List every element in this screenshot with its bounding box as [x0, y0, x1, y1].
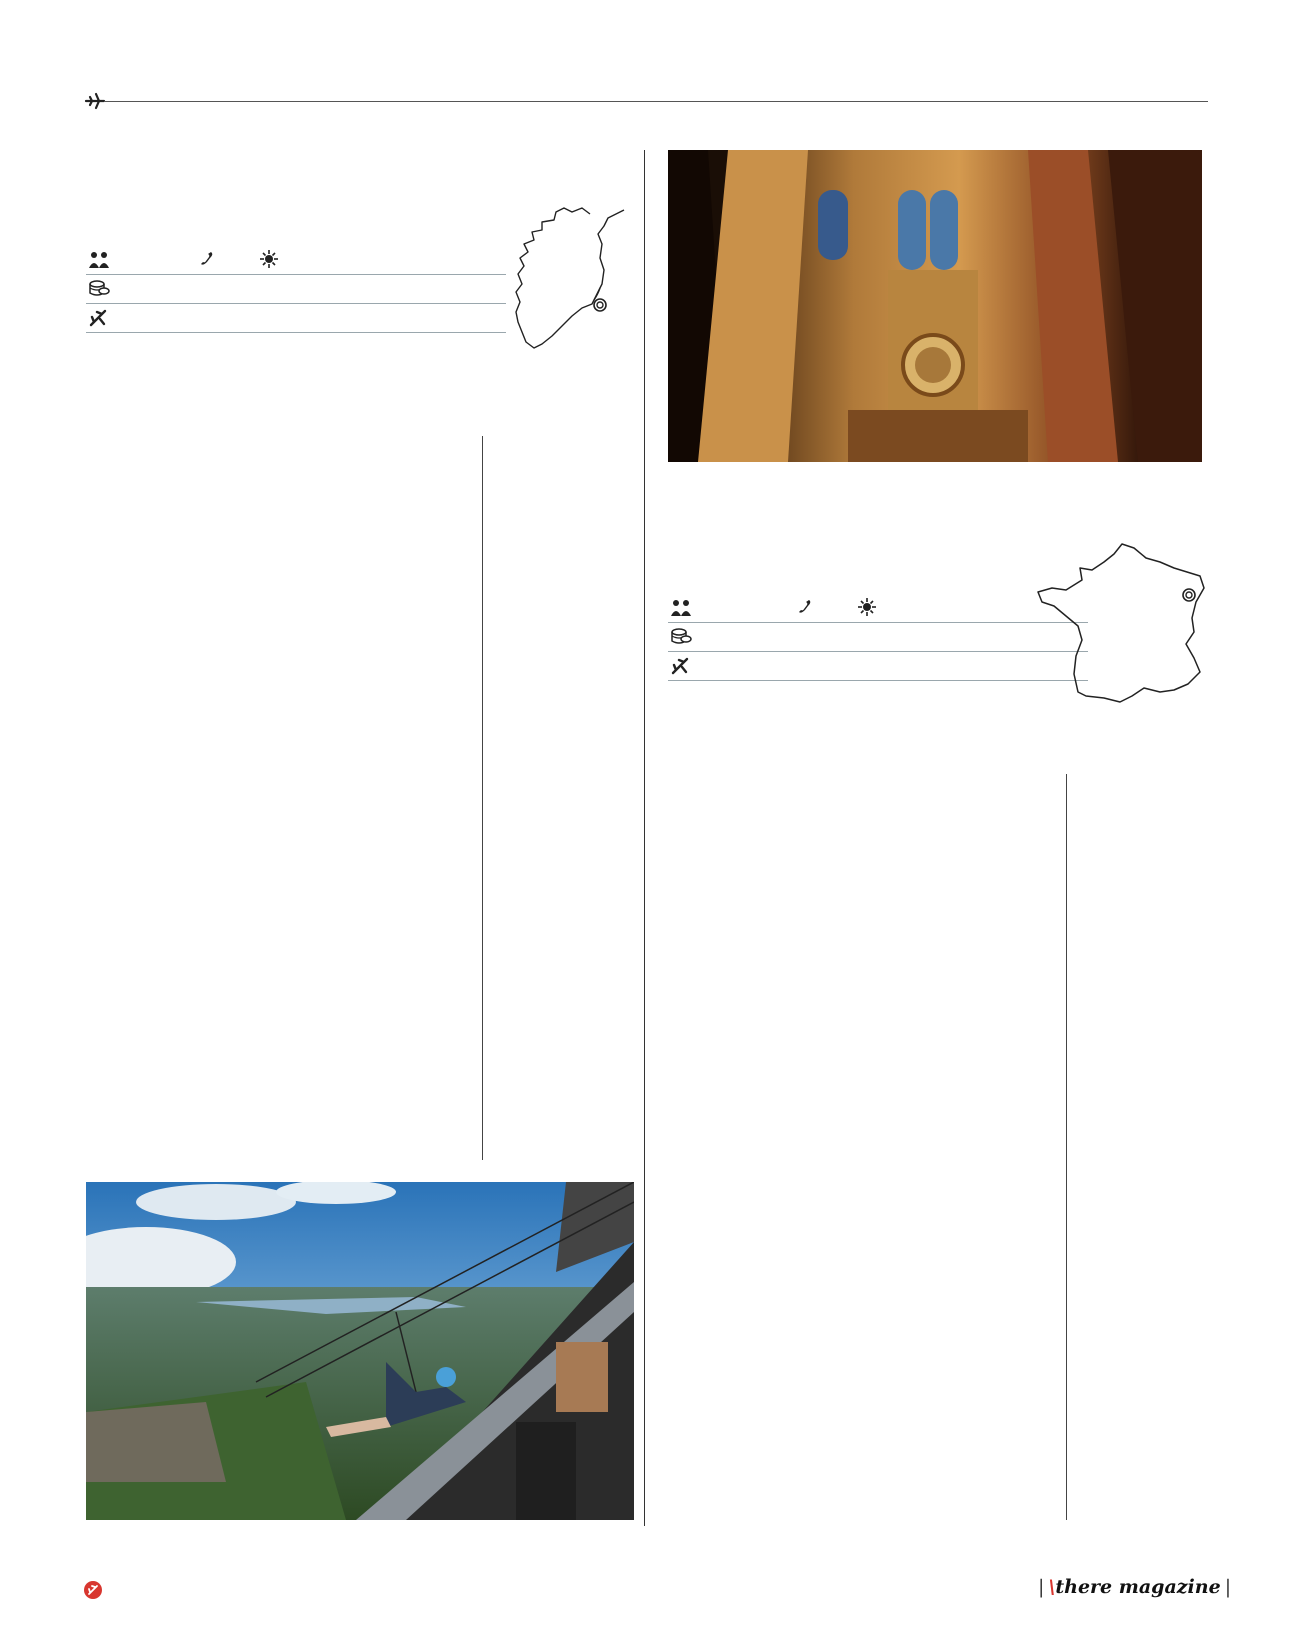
- france-info-table: [668, 594, 1088, 681]
- airplane-icon: [670, 656, 692, 676]
- people-icon: [88, 250, 110, 270]
- sidebar-rule: [482, 436, 483, 1160]
- brand-mark: \: [1048, 1576, 1056, 1598]
- header-rule: [104, 101, 1208, 102]
- location-marker-icon: [593, 298, 607, 312]
- info-row-population: [668, 594, 1088, 623]
- coins-icon: [670, 627, 692, 647]
- phone-icon: [796, 598, 814, 616]
- norway-map-outline: [512, 204, 628, 364]
- brand-name: there magazine: [1055, 1576, 1221, 1598]
- sun-icon: [260, 250, 278, 268]
- coins-icon: [88, 279, 110, 299]
- norway-info-table: [86, 246, 506, 333]
- info-row-currency: [86, 275, 506, 304]
- info-row-currency: [668, 623, 1088, 652]
- brand-separator-right: |: [1224, 1576, 1232, 1598]
- magazine-brand: [1034, 1576, 1232, 1602]
- sidebar-rule: [1066, 774, 1067, 1520]
- people-icon: [670, 598, 692, 618]
- france-map-outline: [1034, 540, 1210, 710]
- sun-icon: [858, 598, 876, 616]
- info-row-population: [86, 246, 506, 275]
- brand-separator-left: |: [1038, 1576, 1045, 1598]
- airplane-icon: [88, 308, 110, 328]
- zipline-over-ski-jump-photo: [86, 1182, 634, 1520]
- airplane-icon: [84, 90, 106, 112]
- column-divider: [644, 150, 645, 1526]
- airplane-badge-icon: [84, 1581, 102, 1599]
- cathedral-astronomical-clock-photo: [668, 150, 1202, 462]
- location-marker-icon: [1182, 588, 1196, 602]
- info-row-flights: [86, 304, 506, 333]
- phone-icon: [198, 250, 216, 268]
- info-row-flights: [668, 652, 1088, 681]
